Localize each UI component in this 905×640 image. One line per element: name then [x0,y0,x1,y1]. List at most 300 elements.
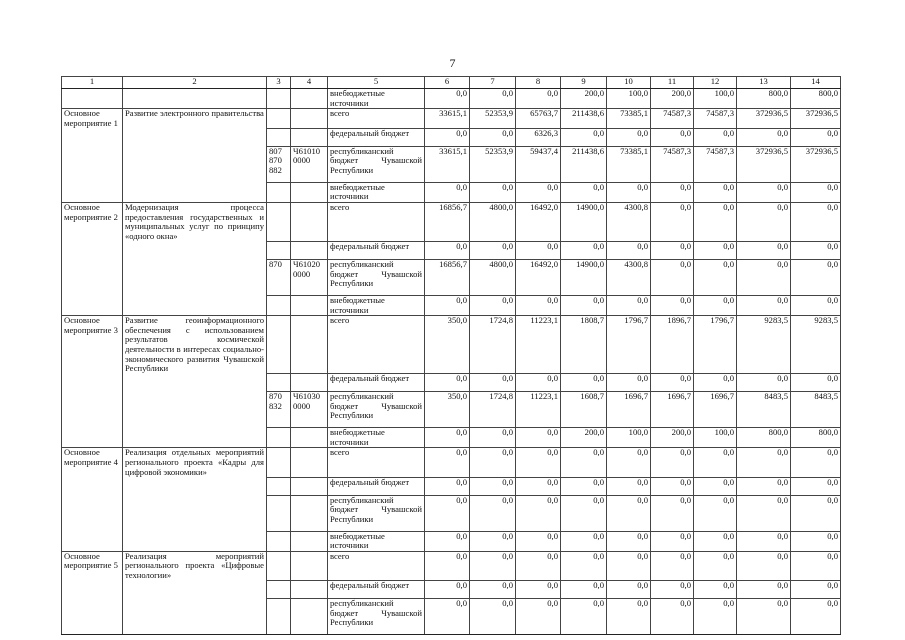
value-cell: 211438,6 [561,109,607,129]
code-cell [291,581,328,599]
header-cell: 9 [561,77,607,89]
value-cell: 33615,1 [425,146,470,182]
measure-title-cell [123,259,267,295]
value-cell: 0,0 [470,128,516,146]
measure-title-cell: Развитие геоинформационного обеспечения с использованием результатов космической деятельности в интересах социально-экономического развития Чувашской Республики [123,316,267,374]
code-cell [291,599,328,635]
header-cell: 12 [694,77,737,89]
value-cell: 1808,7 [561,316,607,374]
source-cell: федеральный бюджет [328,241,425,259]
value-cell: 0,0 [607,551,651,580]
measure-title-cell [123,182,267,202]
code-cell [291,241,328,259]
value-cell: 1724,8 [470,392,516,428]
code-cell [267,531,291,551]
value-cell: 0,0 [651,259,694,295]
value-cell: 14900,0 [561,203,607,242]
code-cell [291,448,328,477]
value-cell: 0,0 [737,241,791,259]
header-cell: 11 [651,77,694,89]
value-cell: 0,0 [516,448,561,477]
value-cell: 0,0 [516,495,561,531]
measure-label-cell [62,89,123,109]
value-cell: 200,0 [561,89,607,109]
code-cell: 807 870 882 [267,146,291,182]
code-cell [291,295,328,315]
value-cell: 0,0 [516,182,561,202]
measure-title-cell [123,392,267,428]
table-row [62,581,841,599]
measure-label-cell [62,477,123,495]
value-cell: 800,0 [737,89,791,109]
value-cell: 0,0 [791,531,841,551]
value-cell: 0,0 [737,448,791,477]
value-cell: 14900,0 [561,259,607,295]
code-cell [267,89,291,109]
value-cell: 0,0 [561,182,607,202]
value-cell: 0,0 [737,374,791,392]
source-cell: всего [328,551,425,580]
measure-label-cell [62,146,123,182]
code-cell [267,295,291,315]
value-cell: 0,0 [561,599,607,635]
page-number: 7 [449,56,456,70]
value-cell: 74587,3 [694,109,737,129]
value-cell: 0,0 [651,374,694,392]
table-row [62,182,841,202]
value-cell: 8483,5 [737,392,791,428]
value-cell: 0,0 [516,428,561,448]
value-cell: 4300,8 [607,259,651,295]
source-cell: внебюджетные источники [328,182,425,202]
value-cell: 0,0 [561,448,607,477]
source-cell: всего [328,448,425,477]
value-cell: 0,0 [425,581,470,599]
value-cell: 1696,7 [607,392,651,428]
table-row [62,146,841,182]
value-cell: 0,0 [651,448,694,477]
value-cell: 0,0 [791,295,841,315]
value-cell: 52353,9 [470,146,516,182]
value-cell: 0,0 [694,599,737,635]
measure-title-cell [123,89,267,109]
value-cell: 0,0 [791,551,841,580]
value-cell: 0,0 [651,599,694,635]
value-cell: 211438,6 [561,146,607,182]
value-cell: 73385,1 [607,109,651,129]
measure-title-cell: Реализация отдельных мероприятий регионального проекта «Кадры для цифровой экономики» [123,448,267,477]
value-cell: 0,0 [607,182,651,202]
table-row [62,259,841,295]
value-cell: 0,0 [425,128,470,146]
source-cell: внебюджетные источники [328,531,425,551]
value-cell: 350,0 [425,392,470,428]
value-cell: 1796,7 [694,316,737,374]
value-cell: 0,0 [607,374,651,392]
code-cell [267,109,291,129]
header-cell: 14 [791,77,841,89]
value-cell: 0,0 [737,551,791,580]
value-cell: 0,0 [651,203,694,242]
value-cell: 0,0 [651,477,694,495]
value-cell: 74587,3 [651,109,694,129]
value-cell: 4300,8 [607,203,651,242]
source-cell: внебюджетные источники [328,89,425,109]
measure-label-cell: Основное мероприятие 4 [62,448,123,477]
value-cell: 33615,1 [425,109,470,129]
value-cell: 16492,0 [516,259,561,295]
code-cell [291,128,328,146]
value-cell: 0,0 [425,551,470,580]
table-row [62,128,841,146]
value-cell: 0,0 [737,477,791,495]
value-cell: 0,0 [694,374,737,392]
measure-title-cell [123,146,267,182]
header-cell: 8 [516,77,561,89]
value-cell: 0,0 [651,295,694,315]
value-cell: 9283,5 [737,316,791,374]
value-cell: 0,0 [516,531,561,551]
value-cell: 0,0 [607,241,651,259]
value-cell: 0,0 [425,182,470,202]
value-cell: 0,0 [561,374,607,392]
measure-title-cell [123,128,267,146]
table-row [62,477,841,495]
value-cell: 0,0 [694,203,737,242]
measure-title-cell: Модернизация процесса предоставления государственных и муниципальных услуг по принципу «одного окна» [123,203,267,242]
value-cell: 0,0 [607,495,651,531]
table-row [62,392,841,428]
value-cell: 0,0 [694,259,737,295]
measure-label-cell [62,182,123,202]
value-cell: 16856,7 [425,259,470,295]
code-cell [291,203,328,242]
value-cell: 0,0 [425,295,470,315]
value-cell: 0,0 [791,182,841,202]
value-cell: 1896,7 [651,316,694,374]
measure-title-cell [123,295,267,315]
value-cell: 0,0 [470,241,516,259]
value-cell: 0,0 [694,295,737,315]
code-cell: Ч61010 0000 [291,146,328,182]
value-cell: 16492,0 [516,203,561,242]
source-cell: внебюджетные источники [328,428,425,448]
value-cell: 11223,1 [516,316,561,374]
value-cell: 0,0 [561,241,607,259]
source-cell: федеральный бюджет [328,374,425,392]
measure-label-cell [62,128,123,146]
value-cell: 200,0 [651,428,694,448]
value-cell: 200,0 [561,428,607,448]
measure-label-cell [62,259,123,295]
value-cell: 350,0 [425,316,470,374]
value-cell: 0,0 [425,599,470,635]
table-row [62,316,841,374]
measure-title-cell [123,531,267,551]
code-cell [267,316,291,374]
measure-label-cell [62,599,123,635]
code-cell [291,551,328,580]
table-row [62,89,841,109]
code-cell [267,182,291,202]
value-cell: 0,0 [694,477,737,495]
value-cell: 0,0 [470,581,516,599]
measure-label-cell: Основное мероприятие 1 [62,109,123,129]
code-cell [291,495,328,531]
value-cell: 0,0 [791,448,841,477]
code-cell [267,551,291,580]
value-cell: 11223,1 [516,392,561,428]
source-cell: республиканский бюджет Чувашской Республики [328,392,425,428]
value-cell: 0,0 [607,128,651,146]
measure-title-cell [123,374,267,392]
source-cell: всего [328,316,425,374]
value-cell: 0,0 [516,374,561,392]
value-cell: 1608,7 [561,392,607,428]
value-cell: 800,0 [791,89,841,109]
table-row [62,374,841,392]
value-cell: 0,0 [791,581,841,599]
measure-title-cell [123,477,267,495]
value-cell: 800,0 [791,428,841,448]
code-cell [291,531,328,551]
code-cell [267,448,291,477]
value-cell: 0,0 [737,495,791,531]
value-cell: 0,0 [737,581,791,599]
source-cell: всего [328,203,425,242]
value-cell: 1696,7 [651,392,694,428]
measure-title-cell [123,241,267,259]
value-cell: 52353,9 [470,109,516,129]
value-cell: 0,0 [791,241,841,259]
header-cell: 7 [470,77,516,89]
code-cell [291,109,328,129]
value-cell: 0,0 [737,295,791,315]
table-row [62,531,841,551]
value-cell: 0,0 [425,531,470,551]
value-cell: 0,0 [561,495,607,531]
code-cell [267,203,291,242]
value-cell: 0,0 [516,599,561,635]
table-row [62,203,841,242]
value-cell: 0,0 [425,477,470,495]
value-cell: 0,0 [516,295,561,315]
measure-title-cell [123,428,267,448]
value-cell: 1724,8 [470,316,516,374]
value-cell: 0,0 [694,241,737,259]
value-cell: 0,0 [516,581,561,599]
value-cell: 0,0 [737,128,791,146]
measure-label-cell [62,428,123,448]
value-cell: 0,0 [516,241,561,259]
value-cell: 200,0 [651,89,694,109]
code-cell [291,182,328,202]
value-cell: 0,0 [791,128,841,146]
value-cell: 372936,5 [791,146,841,182]
value-cell: 0,0 [470,295,516,315]
value-cell: 0,0 [694,531,737,551]
value-cell: 0,0 [737,182,791,202]
code-cell [291,477,328,495]
value-cell: 6326,3 [516,128,561,146]
code-cell [291,316,328,374]
value-cell: 0,0 [607,531,651,551]
value-cell: 0,0 [651,241,694,259]
value-cell: 0,0 [737,599,791,635]
code-cell: 870 [267,259,291,295]
header-cell: 3 [267,77,291,89]
table-row [62,109,841,129]
code-cell [267,374,291,392]
value-cell: 0,0 [516,89,561,109]
source-cell: всего [328,109,425,129]
value-cell: 0,0 [694,182,737,202]
measure-title-cell: Реализация мероприятий регионального проекта «Цифровые технологии» [123,551,267,580]
value-cell: 59437,4 [516,146,561,182]
code-cell: Ч61030 0000 [291,392,328,428]
measure-label-cell [62,495,123,531]
value-cell: 0,0 [425,428,470,448]
code-cell [291,374,328,392]
value-cell: 0,0 [561,531,607,551]
measure-title-cell [123,581,267,599]
source-cell: республиканский бюджет Чувашской Республики [328,495,425,531]
measure-label-cell: Основное мероприятие 3 [62,316,123,374]
value-cell: 0,0 [694,551,737,580]
value-cell: 8483,5 [791,392,841,428]
value-cell: 0,0 [470,477,516,495]
code-cell [267,241,291,259]
header-cell: 2 [123,77,267,89]
value-cell: 0,0 [651,531,694,551]
measure-label-cell [62,295,123,315]
value-cell: 0,0 [694,495,737,531]
measure-title-cell: Развитие электронного правительства [123,109,267,129]
value-cell: 16856,7 [425,203,470,242]
source-cell: республиканский бюджет Чувашской Республики [328,259,425,295]
header-cell: 10 [607,77,651,89]
value-cell: 0,0 [737,259,791,295]
value-cell: 0,0 [561,551,607,580]
value-cell: 372936,5 [737,146,791,182]
value-cell: 0,0 [791,495,841,531]
value-cell: 9283,5 [791,316,841,374]
header-cell: 5 [328,77,425,89]
value-cell: 1796,7 [607,316,651,374]
value-cell: 800,0 [737,428,791,448]
value-cell: 0,0 [607,295,651,315]
value-cell: 1696,7 [694,392,737,428]
value-cell: 0,0 [651,551,694,580]
value-cell: 100,0 [694,89,737,109]
value-cell: 0,0 [737,203,791,242]
table-row [62,241,841,259]
value-cell: 0,0 [791,374,841,392]
measure-label-cell [62,581,123,599]
value-cell: 0,0 [651,128,694,146]
value-cell: 0,0 [561,477,607,495]
value-cell: 0,0 [470,551,516,580]
value-cell: 0,0 [516,551,561,580]
value-cell: 0,0 [607,599,651,635]
table-row [62,448,841,477]
measure-title-cell [123,599,267,635]
header-cell: 6 [425,77,470,89]
code-cell [267,477,291,495]
code-cell [267,599,291,635]
value-cell: 0,0 [607,448,651,477]
value-cell: 0,0 [470,495,516,531]
source-cell: республиканский бюджет Чувашской Республики [328,146,425,182]
budget-table [61,76,841,635]
value-cell: 0,0 [651,581,694,599]
header-row [62,77,841,89]
value-cell: 0,0 [470,89,516,109]
code-cell [267,495,291,531]
header-cell: 4 [291,77,328,89]
value-cell: 0,0 [516,477,561,495]
value-cell: 74587,3 [694,146,737,182]
value-cell: 0,0 [694,581,737,599]
value-cell: 0,0 [425,448,470,477]
value-cell: 0,0 [791,259,841,295]
value-cell: 0,0 [561,295,607,315]
header-cell: 1 [62,77,123,89]
value-cell: 0,0 [651,495,694,531]
value-cell: 0,0 [425,374,470,392]
measure-label-cell [62,374,123,392]
value-cell: 0,0 [651,182,694,202]
code-cell: 870 832 [267,392,291,428]
value-cell: 0,0 [791,203,841,242]
value-cell: 0,0 [425,89,470,109]
table-row [62,551,841,580]
value-cell: 0,0 [470,599,516,635]
code-cell [267,128,291,146]
measure-title-cell [123,495,267,531]
value-cell: 0,0 [737,531,791,551]
value-cell: 65763,7 [516,109,561,129]
table-row [62,295,841,315]
source-cell: федеральный бюджет [328,477,425,495]
measure-label-cell [62,531,123,551]
value-cell: 0,0 [607,581,651,599]
value-cell: 0,0 [561,581,607,599]
value-cell: 0,0 [607,477,651,495]
code-cell [267,581,291,599]
value-cell: 0,0 [791,477,841,495]
table-row [62,599,841,635]
value-cell: 372936,5 [737,109,791,129]
value-cell: 372936,5 [791,109,841,129]
value-cell: 0,0 [470,531,516,551]
code-cell [267,428,291,448]
value-cell: 4800,0 [470,259,516,295]
code-cell: Ч61020 0000 [291,259,328,295]
value-cell: 0,0 [425,241,470,259]
source-cell: федеральный бюджет [328,128,425,146]
value-cell: 4800,0 [470,203,516,242]
measure-label-cell: Основное мероприятие 5 [62,551,123,580]
value-cell: 74587,3 [651,146,694,182]
value-cell: 0,0 [791,599,841,635]
header-cell: 13 [737,77,791,89]
value-cell: 100,0 [694,428,737,448]
measure-label-cell: Основное мероприятие 2 [62,203,123,242]
code-cell [291,89,328,109]
value-cell: 0,0 [694,128,737,146]
source-cell: внебюджетные источники [328,295,425,315]
